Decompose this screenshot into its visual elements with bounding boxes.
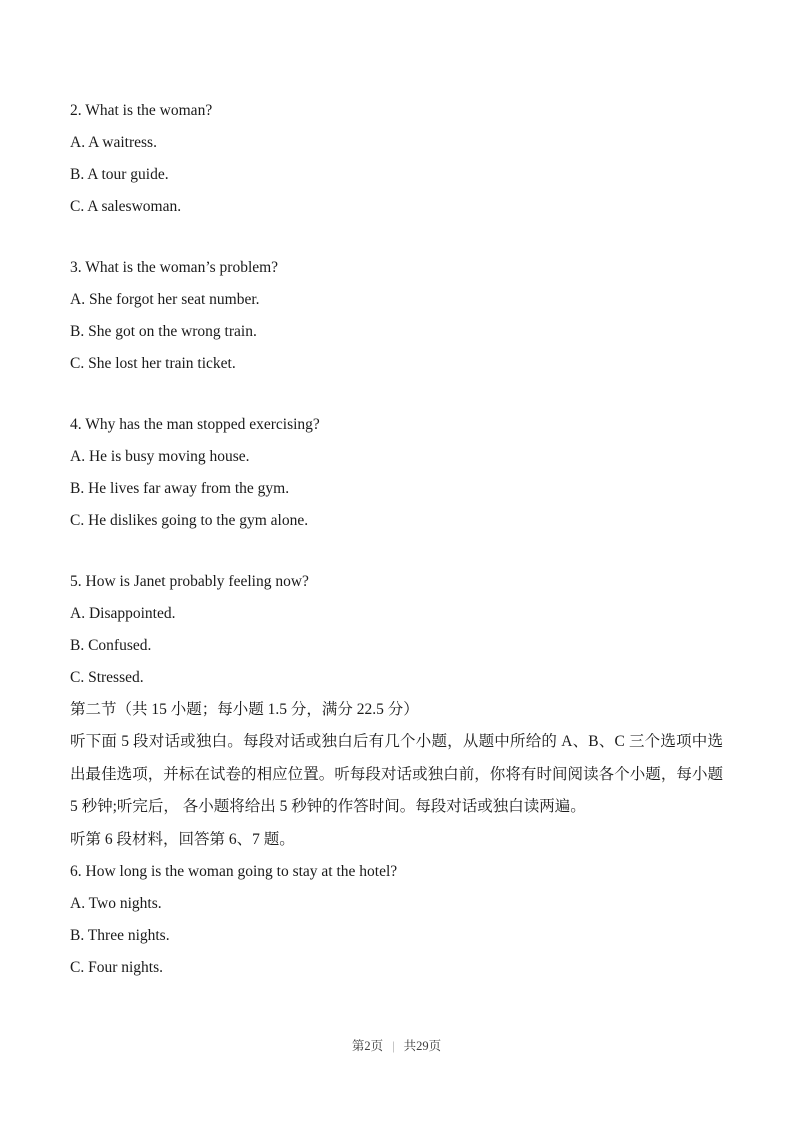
question-block-6 bbox=[70, 856, 723, 984]
question-5-option-b: B. Confused. bbox=[70, 637, 152, 654]
section-2-heading: 第二节（共 15 小题；每小题 1.5 分，满分 22.5 分） bbox=[70, 701, 419, 718]
question-block-2 bbox=[70, 95, 723, 223]
question-5-option-a: A. Disappointed. bbox=[70, 605, 176, 622]
page-content bbox=[70, 0, 723, 984]
question-block-4 bbox=[70, 409, 723, 537]
question-6-option-b: B. Three nights. bbox=[70, 926, 170, 944]
question-6-option-a: A. Two nights. bbox=[70, 894, 162, 912]
section-2-material-prompt: 听第 6 段材料，回答第 6、7 题。 bbox=[70, 830, 295, 848]
question-4-option-c: C. He dislikes going to the gym alone. bbox=[70, 512, 309, 529]
question-4-option-b: B. He lives far away from the gym. bbox=[70, 480, 290, 497]
section-2-block bbox=[70, 694, 723, 856]
question-6-option-c: C. Four nights. bbox=[70, 958, 164, 976]
question-4-option-a: A. He is busy moving house. bbox=[70, 448, 250, 465]
footer-divider: | bbox=[392, 1039, 395, 1053]
question-4-text: 4. Why has the man stopped exercising? bbox=[70, 416, 320, 433]
question-6-text: 6. How long is the woman going to stay at the hotel? bbox=[70, 862, 398, 880]
question-2-option-a: A. A waitress. bbox=[70, 134, 157, 151]
question-2-text: 2. What is the woman? bbox=[70, 102, 213, 119]
question-3-option-b: B. She got on the wrong train. bbox=[70, 323, 257, 340]
footer-total-pages: 共29页 bbox=[403, 1039, 442, 1053]
question-block-5 bbox=[70, 566, 723, 694]
page-footer bbox=[0, 1036, 793, 1056]
question-5-option-c: C. Stressed. bbox=[70, 669, 144, 686]
spacer bbox=[70, 380, 723, 409]
question-3-option-a: A. She forgot her seat number. bbox=[70, 291, 260, 308]
question-block-3 bbox=[70, 252, 723, 380]
question-3-text: 3. What is the woman’s problem? bbox=[70, 259, 279, 276]
section-2-instructions: 听下面 5 段对话或独白。每段对话或独白后有几个小题，从题中所给的 A、B、C 三个选项中选出最佳选项，并标在试卷的相应位置。听每段对话或独白前，你将有时间阅读各个小题，每小题 5 秒钟;听完后， 各小题将给出 5 秒钟的作答时间。每段对话或独白读两遍。 bbox=[70, 733, 723, 815]
question-2-option-b: B. A tour guide. bbox=[70, 166, 169, 183]
footer-page-number: 第2页 bbox=[351, 1039, 384, 1053]
question-2-option-c: C. A saleswoman. bbox=[70, 198, 182, 215]
question-3-option-c: C. She lost her train ticket. bbox=[70, 355, 236, 372]
spacer bbox=[70, 537, 723, 566]
question-5-text: 5. How is Janet probably feeling now? bbox=[70, 573, 309, 590]
spacer bbox=[70, 223, 723, 252]
